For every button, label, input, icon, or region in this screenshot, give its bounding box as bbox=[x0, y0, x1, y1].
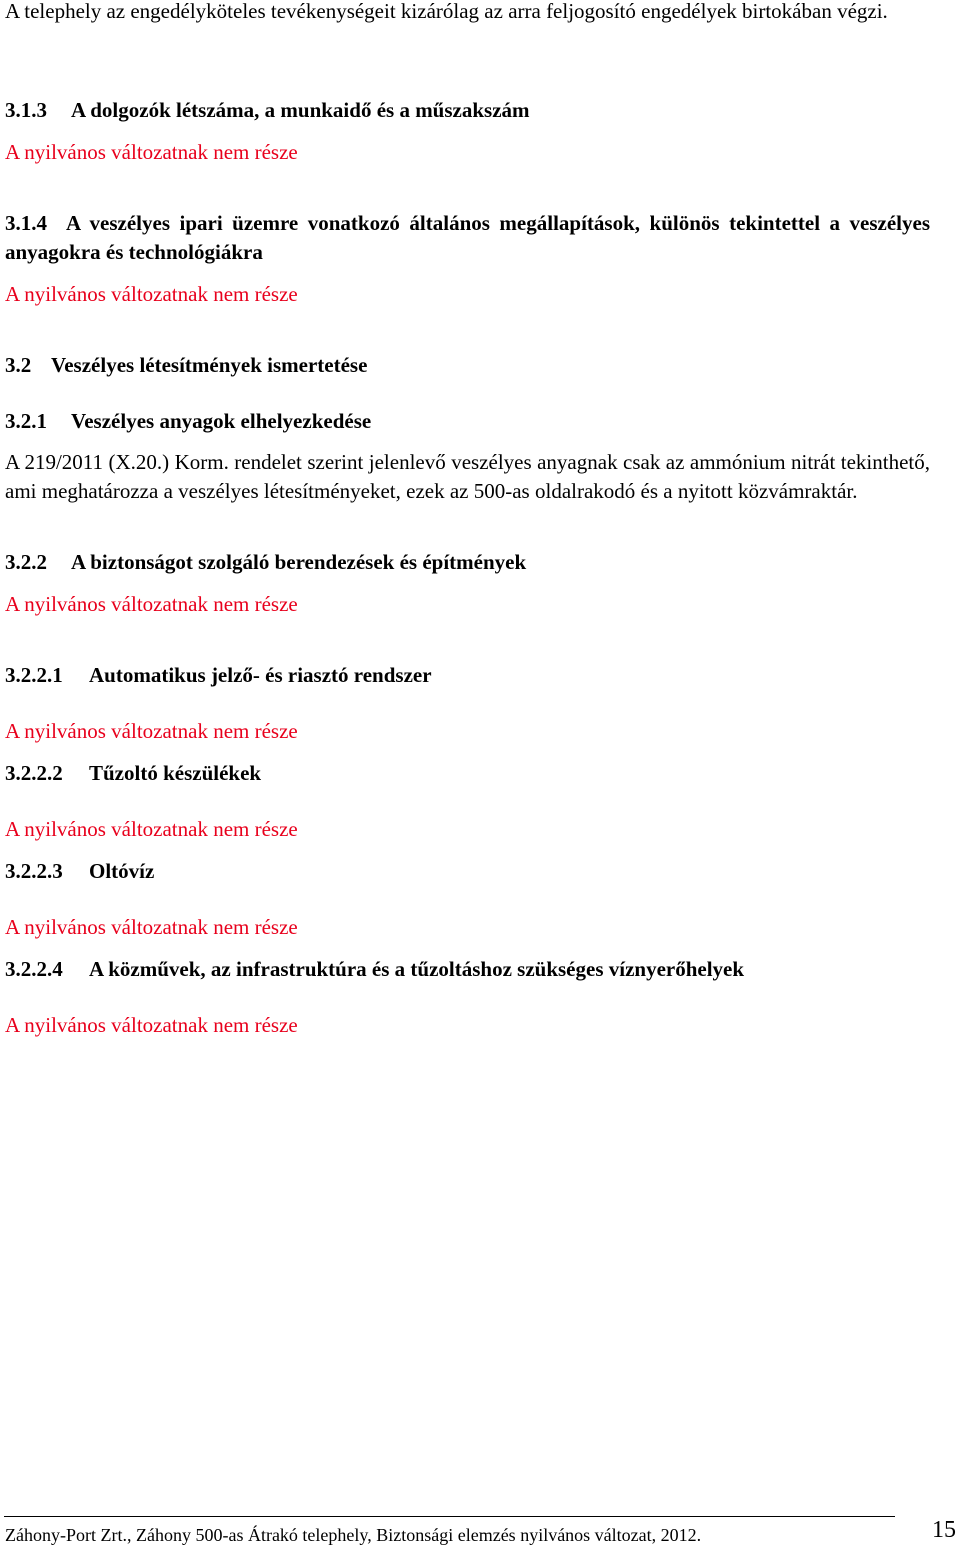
page-footer: Záhony-Port Zrt., Záhony 500-as Átrakó telephely, Biztonsági elemzés nyilvános változat, 2012. bbox=[5, 1525, 702, 1545]
section-number: 3.2.2.4 bbox=[5, 957, 63, 981]
section-title: A biztonságot szolgáló berendezések és építmények bbox=[71, 550, 527, 574]
section-number: 3.2.2.1 bbox=[5, 663, 63, 687]
redacted-notice: A nyilvános változatnak nem része bbox=[5, 1013, 298, 1037]
redacted-notice: A nyilvános változatnak nem része bbox=[5, 140, 298, 164]
redacted-notice: A nyilvános változatnak nem része bbox=[5, 592, 298, 616]
section-heading-3-2-2 bbox=[5, 548, 930, 577]
footer-divider bbox=[4, 1516, 895, 1517]
section-number: 3.1.4 bbox=[5, 211, 47, 235]
intro-paragraph: A telephely az engedélyköteles tevékenységeit kizárólag az arra feljogosító engedélyek birtokában végzi. bbox=[5, 0, 888, 23]
section-heading-3-2-2-2 bbox=[5, 759, 930, 788]
redacted-notice: A nyilvános változatnak nem része bbox=[5, 817, 298, 841]
section-heading-3-1-3 bbox=[5, 96, 930, 125]
redacted-notice: A nyilvános változatnak nem része bbox=[5, 915, 298, 939]
section-number: 3.2 bbox=[5, 353, 32, 377]
redacted-notice: A nyilvános változatnak nem része bbox=[5, 719, 298, 743]
section-heading-3-2 bbox=[5, 351, 930, 380]
section-heading-3-2-2-4 bbox=[5, 955, 930, 984]
section-title: Veszélyes létesítmények ismertetése bbox=[51, 353, 368, 377]
section-heading-3-1-4 bbox=[5, 209, 930, 267]
section-heading-3-2-1 bbox=[5, 407, 930, 436]
section-title: A veszélyes ipari üzemre vonatkozó általános megállapítások, különös tekintettel a veszélyes anyagokra és technológiákra bbox=[5, 211, 931, 264]
section-heading-3-2-2-1 bbox=[5, 661, 930, 690]
section-heading-3-2-2-3 bbox=[5, 857, 930, 886]
redacted-notice: A nyilvános változatnak nem része bbox=[5, 282, 298, 306]
section-number: 3.2.2.3 bbox=[5, 859, 63, 883]
section-title: Automatikus jelző- és riasztó rendszer bbox=[89, 663, 432, 687]
section-title: A közművek, az infrastruktúra és a tűzoltáshoz szükséges víznyerőhelyek bbox=[89, 957, 745, 981]
section-number: 3.2.1 bbox=[5, 409, 47, 433]
section-number: 3.1.3 bbox=[5, 98, 47, 122]
section-title: Veszélyes anyagok elhelyezkedése bbox=[71, 409, 372, 433]
hazard-paragraph: A 219/2011 (X.20.) Korm. rendelet szerint jelenlevő veszélyes anyagnak csak az ammónium nitrát tekinthető, ami meghatározza a veszélyes létesítményeket, ezek az 500-as oldalrakodó és a nyitott közvámraktár. bbox=[5, 450, 930, 503]
section-title: Oltóvíz bbox=[89, 859, 155, 883]
section-number: 3.2.2 bbox=[5, 550, 47, 574]
section-title: A dolgozók létszáma, a munkaidő és a műszakszám bbox=[71, 98, 530, 122]
section-number: 3.2.2.2 bbox=[5, 761, 63, 785]
page-number: 15 bbox=[932, 1517, 956, 1543]
section-title: Tűzoltó készülékek bbox=[89, 761, 262, 785]
